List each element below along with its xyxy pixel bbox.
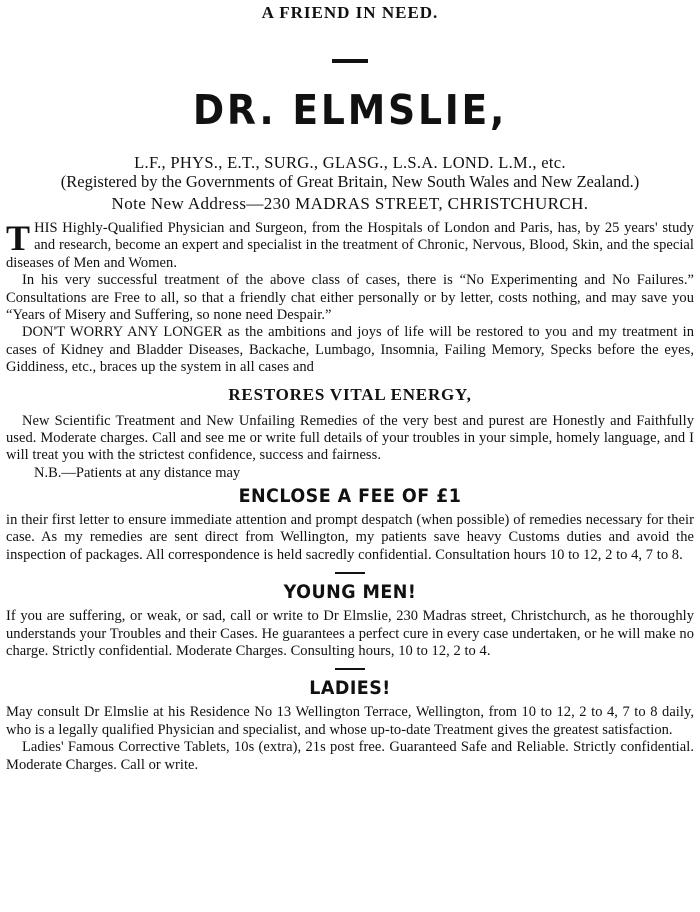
doctor-name: DR. ELMSLIE, xyxy=(192,86,508,134)
drop-cap: T xyxy=(6,218,31,258)
young-men-paragraph: If you are suffering, or weak, or sad, call or write to Dr Elmslie, 230 Madras street, Christchurch, as he thoroughly understands your Troubles and their Cases. He guarantees a perfect cure in every case undertaken, or he will make no charge. Strictly confidential. Moderate Charges. Consulting hours, 10 to 12, 2 to 4. xyxy=(6,608,694,659)
intro-paragraph-2: In his very successful treatment of the above class of cases, there is “No Experimenting and No Failures.” Consultations are Free to all, so that a friendly chat either personally or by letter, costs nothing, and may save you “Years of Misery and Suffering, so none need Despair.” xyxy=(6,272,694,324)
address-line: Note New Address—230 MADRAS STREET, CHRISTCHURCH. xyxy=(111,194,589,213)
intro-paragraph-3: DON'T WORRY ANY LONGER as the ambitions and joys of life will be restored to you and my treatment in cases of Kidney and Bladder Diseases, Backache, Lumbago, Insomnia, Failing Memory, Specks before the eyes, Giddiness, etc., braces up the system in all cases and xyxy=(6,324,694,376)
ladies-paragraph-2: Ladies' Famous Corrective Tablets, 10s (extra), 21s post free. Guaranteed Safe and Reliable. Strictly confidential. Moderate Charges. Call or write. xyxy=(6,739,694,773)
intro-paragraph-1 xyxy=(6,220,694,272)
divider xyxy=(335,668,365,670)
restores-heading: RESTORES VITAL ENERGY, xyxy=(228,384,472,404)
divider xyxy=(332,59,368,63)
qualifications: L.F., PHYS., E.T., SURG., GLASG., L.S.A. LOND. L.M., etc. xyxy=(134,153,566,172)
registration-note: (Registered by the Governments of Great Britain, New South Wales and New Zealand.) xyxy=(60,172,640,191)
intro-text-1: HIS Highly-Qualified Physician and Surgeon, from the Hospitals of London and Paris, has, by 25 years' study and research, become an expert and specialist in the treatment of Chronic, Nervous, Blood, Skin, and the special diseases of Men and Women. xyxy=(6,220,694,271)
nb-note: N.B.—Patients at any distance may xyxy=(34,464,241,481)
fee-paragraph: in their first letter to ensure immediate attention and prompt despatch (when possible) of remedies necessary for their case. As my remedies are sent direct from Wellington, my patients save heavy Customs duties and avoid the inspection of packages. All correspondence is held sacredly confidential. Consultation hours 10 to 12, 2 to 4, 7 to 8. xyxy=(6,511,694,563)
page-title: A FRIEND IN NEED. xyxy=(261,3,439,22)
ladies-paragraph-1: May consult Dr Elmslie at his Residence No 13 Wellington Terrace, Wellington, from 10 to 12, 2 to 4, 7 to 8 daily, who is a legally qualified Physician and specialist, and whose up-to-date Treatment gives the greatest satisfaction. xyxy=(6,704,694,738)
divider xyxy=(335,572,365,574)
intro-section xyxy=(6,220,694,377)
restores-paragraph: New Scientific Treatment and New Unfailing Remedies of the very best and purest are Honestly and Faithfully used. Moderate charges. Call and see me or write full details of your troubles in your simple, homely language, and I will treat you with the strictest confidence, success and fairness. xyxy=(6,412,694,464)
fee-heading: ENCLOSE A FEE OF £1 xyxy=(238,484,462,507)
young-men-heading: YOUNG MEN! xyxy=(283,581,417,604)
ladies-heading: LADIES! xyxy=(309,677,391,700)
